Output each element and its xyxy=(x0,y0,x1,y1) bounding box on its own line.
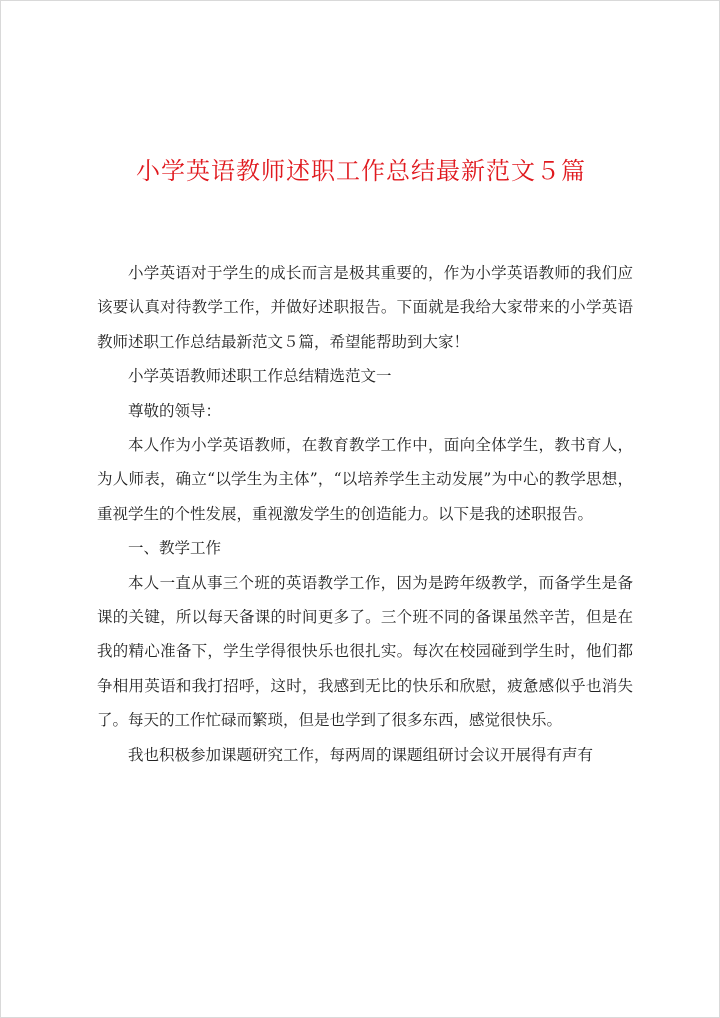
document-body xyxy=(97,256,633,772)
body-paragraph: 本人作为小学英语教师，在教育教学工作中，面向全体学生，教书育人，为人师表，确立“以学生为主体”，“以培养学生主动发展”为中心的教学思想，重视学生的个性发展，重视激发学生的创造能力。以下是我的述职报告。 xyxy=(97,436,633,523)
document-title: 小学英语教师述职工作总结最新范文５篇 xyxy=(136,157,586,185)
salutation: 尊敬的领导： xyxy=(128,401,222,420)
section-heading: 小学英语教师述职工作总结精选范文一 xyxy=(128,367,392,386)
body-paragraph: 本人一直从事三个班的英语教学工作，因为是跨年级教学，而备学生是备课的关键，所以每天备课的时间更多了。三个班不同的备课虽然辛苦，但是在我的精心准备下，学生学得很快乐也很扎实。每次在校园碰到学生时，他们都争相用英语和我打招呼，这时，我感到无比的快乐和欣慰，疲惫感似乎也消失了。每天的工作忙碌而繁琐，但是也学到了很多东西，感觉很快乐。 xyxy=(97,573,633,730)
intro-paragraph: 小学英语对于学生的成长而言是极其重要的，作为小学英语教师的我们应该要认真对待教学工作，并做好述职报告。下面就是我给大家带来的小学英语教师述职工作总结最新范文５篇，希望能帮助到大家！ xyxy=(97,264,633,351)
subsection-heading: 一、教学工作 xyxy=(128,539,222,558)
body-paragraph: 我也积极参加课题研究工作，每两周的课题组研讨会议开展得有声有 xyxy=(128,745,594,764)
